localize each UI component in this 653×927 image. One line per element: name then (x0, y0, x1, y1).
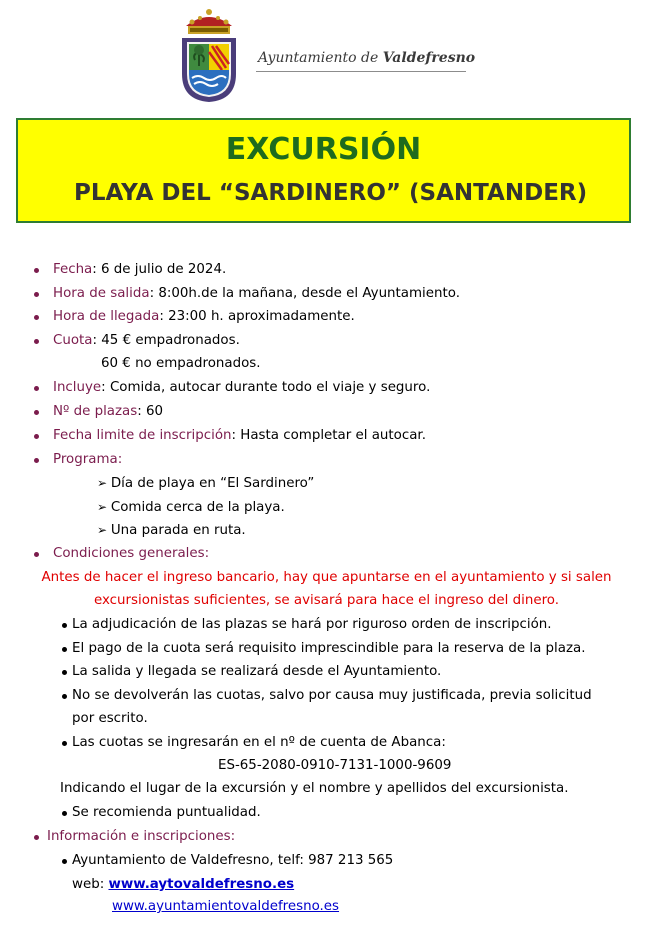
fecha-label: Fecha (53, 262, 93, 277)
programa-item (97, 521, 246, 540)
detail-cuota-2: 60 € no empadronados. (101, 356, 261, 371)
org-prefix: Ayuntamiento de (258, 50, 383, 66)
title-banner (16, 118, 631, 223)
condition-item: Se recomienda puntualidad. (72, 805, 261, 820)
programa-item-text: Una parada en ruta. (110, 523, 246, 538)
info-colon: : (230, 829, 236, 844)
detail-incluye (53, 379, 430, 397)
programa-item (97, 498, 285, 517)
warning-line-2: excursionistas suficientes, se avisará para hace el ingreso del dinero. (93, 593, 560, 608)
organization-name (258, 50, 475, 66)
bullet-programa (34, 458, 39, 463)
detail-fecha (53, 261, 226, 279)
fecha-value: : 6 de julio de 2024. (92, 262, 227, 277)
llegada-label: Hora de llegada (53, 309, 160, 324)
bullet-condition (62, 670, 67, 675)
salida-value: : 8:00h.de la mañana, desde el Ayuntamiento. (149, 286, 460, 301)
bullet-plazas (34, 410, 39, 415)
condition-item: La salida y llegada se realizará desde el Ayuntamiento. (72, 664, 442, 679)
coat-of-arms-icon (178, 8, 240, 104)
bullet-info (34, 835, 39, 840)
bullet-fecha (34, 268, 39, 273)
detail-cuota (53, 332, 240, 350)
arrow-bullet-icon: ➢ (97, 500, 111, 514)
detail-programa (53, 451, 122, 469)
plazas-value: : 60 (137, 404, 164, 419)
condiciones-label: Condiciones generales (53, 546, 205, 561)
org-name-bold: Valdefresno (382, 50, 476, 66)
bullet-incluye (34, 386, 39, 391)
bullet-contact (62, 859, 67, 864)
programa-label: Programa (53, 452, 118, 467)
bank-account-number: ES-65-2080-0910-7131-1000-9609 (218, 758, 452, 773)
limite-value: : Hasta completar el autocar. (231, 428, 426, 443)
condition-item: El pago de la cuota será requisito imprescindible para la reserva de la plaza. (72, 641, 586, 656)
condition-item: La adjudicación de las plazas se hará por riguroso orden de inscripción. (72, 617, 552, 632)
programa-item-text: Día de playa en “El Sardinero” (110, 476, 315, 491)
bullet-limite (34, 434, 39, 439)
bullet-condition (62, 741, 67, 746)
bullet-condition (62, 623, 67, 628)
condition-note: Indicando el lugar de la excursión y el nombre y apellidos del excursionista. (60, 781, 569, 796)
condition-item-continued: por escrito. (72, 711, 148, 726)
programa-item (97, 474, 314, 493)
incluye-value: : Comida, autocar durante todo el viaje y seguro. (101, 380, 431, 395)
bullet-salida (34, 292, 39, 297)
info-label: Información e inscripciones (47, 829, 231, 844)
plazas-label: Nº de plazas (53, 404, 138, 419)
cuota-label: Cuota (53, 333, 93, 348)
bullet-condiciones (34, 552, 39, 557)
programa-colon: : (117, 452, 123, 467)
bullet-condition (62, 647, 67, 652)
incluye-label: Incluye (53, 380, 102, 395)
arrow-bullet-icon: ➢ (97, 476, 111, 490)
bullet-condition (62, 811, 67, 816)
condiciones-colon: : (204, 546, 210, 561)
llegada-value: : 23:00 h. aproximadamente. (159, 309, 355, 324)
condition-item: Las cuotas se ingresarán en el nº de cuenta de Abanca: (72, 735, 446, 750)
contact-line: Ayuntamiento de Valdefresno, telf: 987 213 565 (72, 853, 394, 868)
condition-item: No se devolverán las cuotas, salvo por causa muy justificada, previa solicitud (72, 688, 592, 703)
cuota-value: : 45 € empadronados. (92, 333, 240, 348)
web-link-2[interactable]: www.ayuntamientovaldefresno.es (112, 899, 340, 914)
bullet-cuota (34, 339, 39, 344)
page-title: EXCURSIÓN (225, 132, 422, 167)
arrow-bullet-icon: ➢ (97, 523, 111, 537)
detail-limite (53, 427, 426, 445)
web-line-2 (112, 898, 339, 916)
programa-item-text: Comida cerca de la playa. (110, 500, 285, 515)
detail-salida (53, 285, 460, 303)
bullet-condition (62, 694, 67, 699)
page-subtitle: PLAYA DEL “SARDINERO” (SANTANDER) (74, 180, 588, 206)
info-heading (47, 828, 235, 846)
detail-llegada (53, 308, 355, 326)
web-line (72, 876, 294, 894)
bullet-llegada (34, 315, 39, 320)
detail-plazas (53, 403, 163, 421)
salida-label: Hora de salida (53, 286, 150, 301)
web-label: web: (72, 877, 109, 892)
limite-label: Fecha limite de inscripción (53, 428, 232, 443)
condiciones-heading (53, 545, 209, 563)
header-divider (256, 71, 466, 72)
web-link-1[interactable]: www.aytovaldefresno.es (108, 877, 295, 892)
warning-line-1: Antes de hacer el ingreso bancario, hay que apuntarse en el ayuntamiento y si salen (41, 570, 612, 585)
